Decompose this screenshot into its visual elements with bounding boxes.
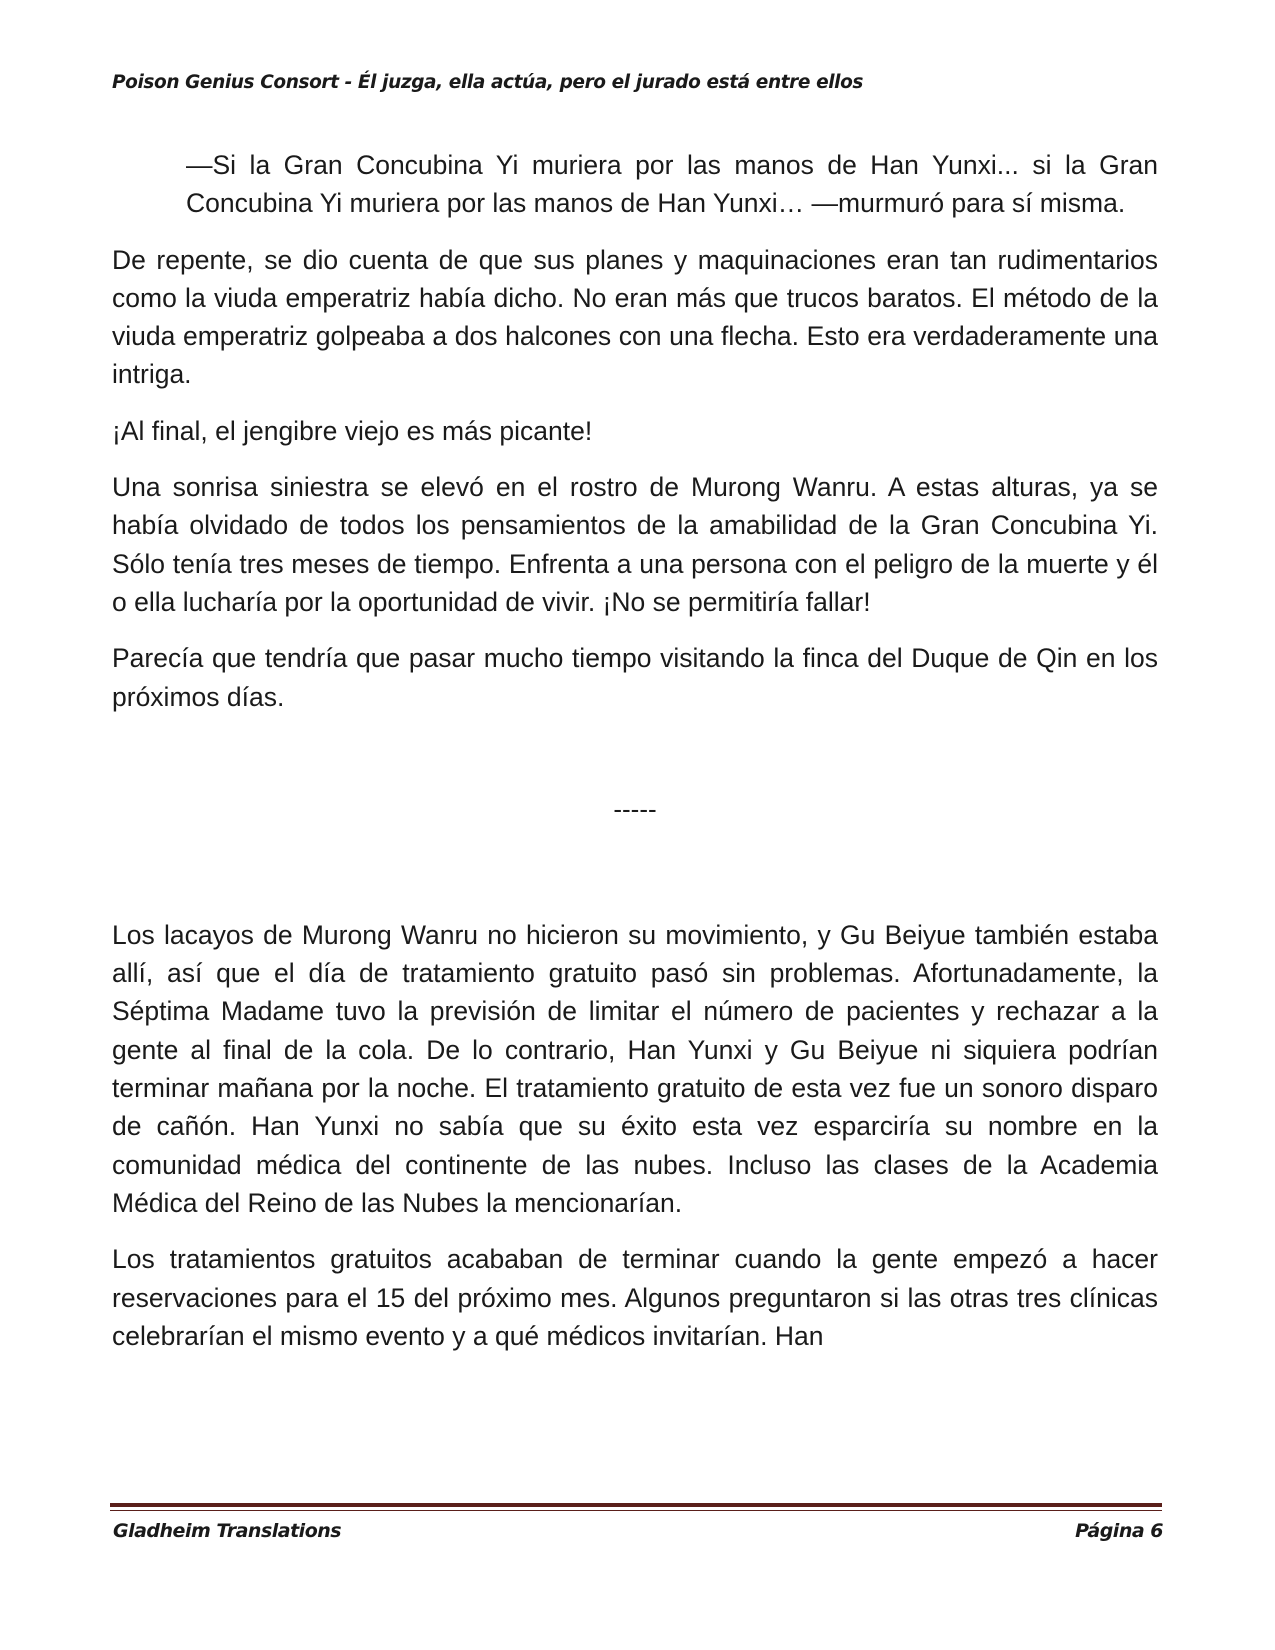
page-content (112, 146, 1158, 1373)
paragraph: ¡Al final, el jengibre viejo es más picante! (112, 415, 593, 446)
paragraph: Parecía que tendría que pasar mucho tiempo visitando la finca del Duque de Qin en los próximos días. (112, 643, 1158, 712)
paragraph: Una sonrisa siniestra se elevó en el rostro de Murong Wanru. A estas alturas, ya se había olvidado de todos los pensamientos de la amabilidad de la Gran Concubina Yi. Sólo tenía tres meses de tiempo. Enfrenta a una persona con el peligro de la muerte y él o ella lucharía por la oportunidad de vivir. ¡No se permitiría fallar! (112, 472, 1158, 617)
paragraph: Los tratamientos gratuitos acababan de terminar cuando la gente empezó a hacer reservaciones para el 15 del próximo mes. Algunos preguntaron si las otras tres clínicas celebrarían el mismo evento y a qué médicos invitarían. Han (112, 1244, 1158, 1351)
footer-page-number: Página 6 (1075, 1520, 1163, 1542)
paragraph-dialogue: —Si la Gran Concubina Yi muriera por las manos de Han Yunxi... si la Gran Concubina Yi muriera por las manos de Han Yunxi… —murmuró para sí misma. (186, 150, 1158, 219)
footer-rule-thin (110, 1510, 1162, 1511)
section-separator: ----- (613, 793, 657, 824)
paragraph: De repente, se dio cuenta de que sus planes y maquinaciones eran tan rudimentarios como la viuda emperatriz había dicho. No eran más que trucos baratos. El método de la viuda emperatriz golpeaba a dos halcones con una flecha. Esto era verdaderamente una intriga. (112, 244, 1158, 390)
paragraph: Los lacayos de Murong Wanru no hicieron su movimiento, y Gu Beiyue también estaba allí, así que el día de tratamiento gratuito pasó sin problemas. Afortunadamente, la Séptima Madame tuvo la previsión de limitar el número de pacientes y rechazar a la gente al final de la cola. De lo contrario, Han Yunxi y Gu Beiyue ni siquiera podrían terminar mañana por la noche. El tratamiento gratuito de esta vez fue un sonoro disparo de cañón. Han Yunxi no sabía que su éxito esta vez esparciría su nombre en la comunidad médica del continente de las nubes. Incluso las clases de la Academia Médica del Reino de las Nubes la mencionarían. (112, 919, 1158, 1218)
footer-publisher: Gladheim Translations (113, 1520, 342, 1542)
footer-rule (110, 1503, 1162, 1507)
page-header: Poison Genius Consort - Él juzga, ella actúa, pero el jurado está entre ellos (112, 72, 864, 93)
